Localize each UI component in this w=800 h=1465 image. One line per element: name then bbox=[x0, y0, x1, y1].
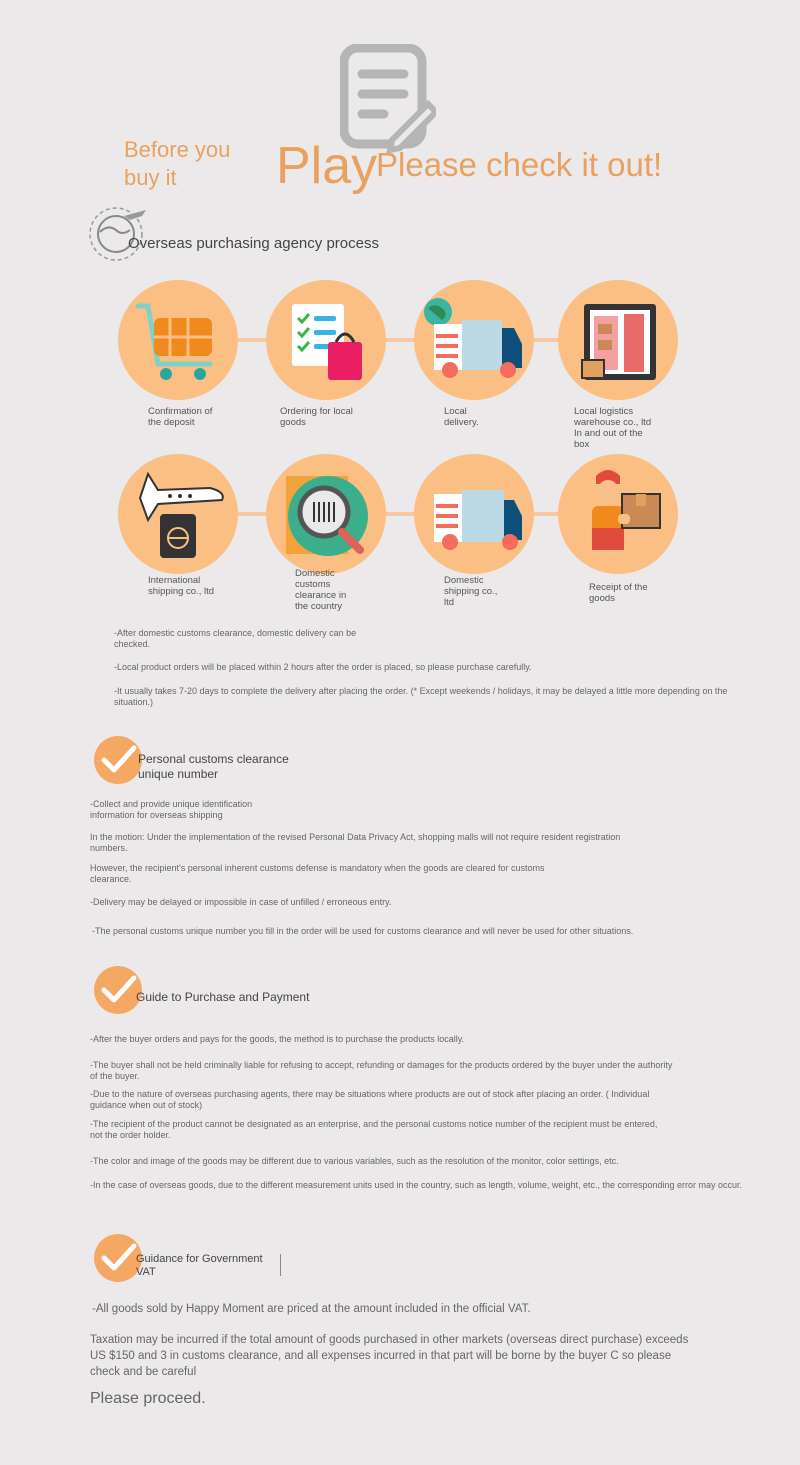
vat-para: -All goods sold by Happy Moment are priced at the amount included in the official VAT. bbox=[92, 1303, 531, 1315]
connector bbox=[534, 338, 560, 342]
vat-para: Taxation may be incurred if the total amount of goods purchased in other markets (overseas direct purchase) exceeds US $150 and 3 in customs clearance, and all expenses incurred in that part will be borne by the buyer C so please check and be careful bbox=[90, 1334, 689, 1378]
customs-para: However, the recipient's personal inherent customs defense is mandatory when the goods are cleared for customs clearance. bbox=[90, 863, 545, 884]
process-note: -After domestic customs clearance, domestic delivery can be checked. bbox=[114, 628, 357, 649]
step-label-domestic-shipping: Domestic shipping co., ltd bbox=[444, 575, 498, 608]
connector bbox=[238, 512, 268, 516]
play-heading: Play bbox=[276, 137, 378, 195]
delivery-truck-globe-icon bbox=[414, 280, 534, 400]
customs-para: -Collect and provide unique identification information for overseas shipping bbox=[90, 799, 253, 820]
step-circle-international bbox=[118, 454, 238, 574]
customs-section-title: Personal customs clearance unique number bbox=[138, 752, 289, 781]
airplane-passport-icon bbox=[118, 454, 238, 574]
delivery-truck-icon bbox=[414, 454, 534, 574]
step-circle-deposit bbox=[118, 280, 238, 400]
customs-para: In the motion: Under the implementation of the revised Personal Data Privacy Act, shopping malls will not require resident registration numbers. bbox=[90, 832, 621, 853]
divider bbox=[280, 1254, 281, 1276]
globe-airplane-icon bbox=[86, 202, 148, 264]
connector bbox=[386, 512, 416, 516]
step-circle-domestic-shipping bbox=[414, 454, 534, 574]
purchase-para: -The buyer shall not be held criminally liable for refusing to accept, refunding or damages for the products ordered by the buyer under the authority of the buyer. bbox=[90, 1060, 673, 1081]
step-label-warehouse: Local logistics warehouse co., ltd In and out of the box bbox=[574, 406, 652, 450]
step-label-local-delivery: Local delivery. bbox=[444, 406, 479, 428]
step-label-deposit: Confirmation of the deposit bbox=[148, 406, 213, 428]
step-circle-warehouse bbox=[558, 280, 678, 400]
checklist-bag-icon bbox=[266, 280, 386, 400]
purchase-section-title: Guide to Purchase and Payment bbox=[136, 990, 310, 1004]
before-buy-heading: Before you buy it bbox=[124, 137, 231, 190]
customs-para: -Delivery may be delayed or impossible in case of unfilled / erroneous entry. bbox=[90, 897, 392, 907]
checkmark-icon bbox=[94, 966, 142, 1014]
checkmark-icon bbox=[94, 1234, 142, 1282]
step-label-receipt: Receipt of the goods bbox=[589, 582, 648, 604]
purchase-para: -In the case of overseas goods, due to the different measurement units used in the country, such as length, volume, weight, etc., the corresponding error may occur. bbox=[90, 1180, 743, 1190]
connector bbox=[534, 512, 560, 516]
connector bbox=[386, 338, 416, 342]
step-label-international: International shipping co., ltd bbox=[148, 575, 215, 597]
process-title: Overseas purchasing agency process bbox=[128, 235, 379, 252]
step-circle-receipt bbox=[558, 454, 678, 574]
shopping-cart-icon bbox=[118, 280, 238, 400]
warehouse-icon bbox=[558, 280, 678, 400]
step-circle-local-delivery bbox=[414, 280, 534, 400]
delivery-person-icon bbox=[558, 454, 678, 574]
check-out-heading: Please check it out! bbox=[376, 146, 663, 183]
process-note: -Local product orders will be placed within 2 hours after the order is placed, so please purchase carefully. bbox=[114, 662, 532, 672]
vat-section-title: Guidance for Government VAT bbox=[136, 1253, 263, 1278]
purchase-para: -The recipient of the product cannot be designated as an enterprise, and the personal customs notice number of the recipient must be entered, not the order holder. bbox=[90, 1119, 658, 1140]
step-label-customs: Domestic customs clearance in the country bbox=[295, 568, 347, 612]
customs-para: -The personal customs unique number you fill in the order will be used for customs clearance and will never be used for other situations. bbox=[92, 926, 634, 936]
process-note: -It usually takes 7-20 days to complete the delivery after placing the order. (* Except weekends / holidays, it may be delayed a little more depending on the situation.) bbox=[114, 686, 728, 707]
purchase-para: -The color and image of the goods may be different due to various variables, such as the resolution of the monitor, color settings, etc. bbox=[90, 1156, 619, 1166]
step-circle-customs bbox=[266, 454, 386, 574]
checkmark-icon bbox=[94, 736, 142, 784]
barcode-scan-icon bbox=[266, 454, 386, 574]
step-label-ordering: Ordering for local goods bbox=[280, 406, 353, 428]
connector bbox=[238, 338, 268, 342]
purchase-para: -Due to the nature of overseas purchasing agents, there may be situations where products are out of stock after placing an order. ( Individual guidance when out of stock) bbox=[90, 1089, 650, 1110]
step-circle-ordering bbox=[266, 280, 386, 400]
proceed-text: Please proceed. bbox=[90, 1390, 206, 1407]
purchase-para: -After the buyer orders and pays for the goods, the method is to purchase the products locally. bbox=[90, 1034, 465, 1044]
